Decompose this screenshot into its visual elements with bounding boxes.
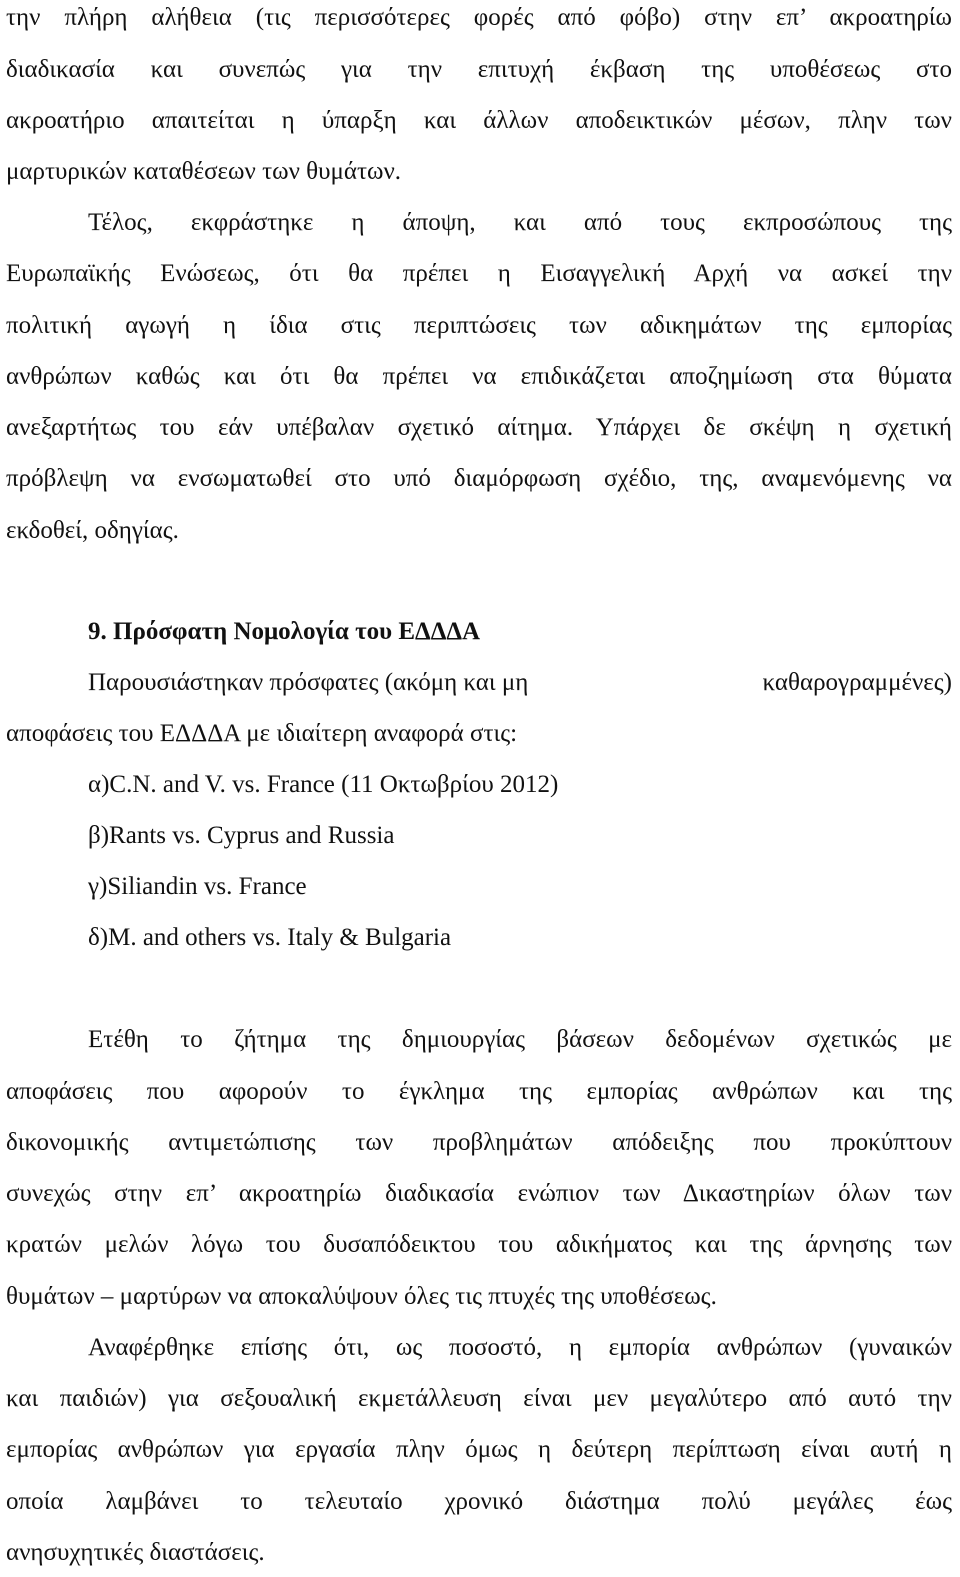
section-intro-line-1 [88, 668, 952, 698]
paragraph-4-line-1: Αναφέρθηκε επίσης ότι, ως ποσοστό, η εμπορία ανθρώπων (γυναικών [88, 1334, 952, 1361]
paragraph-2-line-4: ανθρώπων καθώς και ότι θα πρέπει να επιδικάζεται αποζημίωση στα θύματα [6, 363, 952, 390]
paragraph-2-line-3: πολιτική αγωγή η ίδια στις περιπτώσεις των αδικημάτων της εμπορίας [6, 312, 952, 339]
paragraph-3-line-6: θυμάτων – μαρτύρων να αποκαλύψουν όλες τις πτυχές της υποθέσεως. [6, 1283, 717, 1310]
case-list-item: δ)M. and others vs. Italy & Bulgaria [88, 924, 452, 951]
paragraph-3-line-5: κρατών μελών λόγω του δυσαπόδεικτου του αδικήματος και της άρνησης των [6, 1231, 952, 1258]
paragraph-3-line-1: Ετέθη το ζήτημα της δημιουργίας βάσεων δεδομένων σχετικώς με [88, 1026, 952, 1053]
case-list-item: α)C.N. and V. vs. France (11 Οκτωβρίου 2012) [88, 771, 559, 798]
section-intro-line-1-right: καθαρογραμμένες) [762, 669, 952, 696]
paragraph-1-line-1: την πλήρη αλήθεια (τις περισσότερες φορές από φόβο) στην επ’ ακροατηρίω [6, 4, 952, 31]
paragraph-2-line-7: εκδοθεί, οδηγίας. [6, 517, 179, 544]
paragraph-4-line-2: και παιδιών) για σεξουαλική εκμετάλλευση είναι μεν μεγαλύτερο από αυτό την [6, 1385, 952, 1412]
case-list-item: γ)Siliandin vs. France [88, 873, 307, 900]
section-intro-line-1-left: Παρουσιάστηκαν πρόσφατες (ακόμη και μη [88, 669, 529, 696]
paragraph-3-line-3: δικονομικής αντιμετώπισης των προβλημάτων απόδειξης που προκύπτουν [6, 1129, 952, 1156]
paragraph-2-line-1: Τέλος, εκφράστηκε η άποψη, και από τους εκπροσώπους της [88, 209, 952, 236]
paragraph-4-line-5: ανησυχητικές διαστάσεις. [6, 1539, 265, 1566]
paragraph-2-line-6: πρόβλεψη να ενσωματωθεί στο υπό διαμόρφωση σχέδιο, της, αναμενόμενης να [6, 465, 952, 492]
paragraph-1-line-4: μαρτυρικών καταθέσεων των θυμάτων. [6, 158, 402, 185]
section-heading: 9. Πρόσφατη Νομολογία του ΕΔΔΔΑ [88, 618, 481, 645]
paragraph-3-line-4: συνεχώς στην επ’ ακροατηρίω διαδικασία ενώπιον των Δικαστηρίων όλων των [6, 1180, 952, 1207]
paragraph-1-line-2: διαδικασία και συνεπώς για την επιτυχή έκβαση της υποθέσεως στο [6, 56, 952, 83]
paragraph-4-line-4: οποία λαμβάνει το τελευταίο χρονικό διάστημα πολύ μεγάλες έως [6, 1488, 952, 1515]
paragraph-3-line-2: αποφάσεις που αφορούν το έγκλημα της εμπορίας ανθρώπων και της [6, 1078, 952, 1105]
case-list-item: β)Rants vs. Cyprus and Russia [88, 822, 395, 849]
paragraph-1-line-3: ακροατήριο απαιτείται η ύπαρξη και άλλων αποδεικτικών μέσων, πλην των [6, 107, 952, 134]
paragraph-2-line-5: ανεξαρτήτως του εάν υπέβαλαν σχετικό αίτημα. Υπάρχει δε σκέψη η σχετική [6, 414, 952, 441]
paragraph-4-line-3: εμπορίας ανθρώπων για εργασία πλην όμως η δεύτερη περίπτωση είναι αυτή η [6, 1436, 952, 1463]
paragraph-2-line-2: Ευρωπαϊκής Ενώσεως, ότι θα πρέπει η Εισαγγελική Αρχή να ασκεί την [6, 260, 952, 287]
section-intro-line-2: αποφάσεις του ΕΔΔΔΑ με ιδιαίτερη αναφορά στις: [6, 720, 518, 747]
